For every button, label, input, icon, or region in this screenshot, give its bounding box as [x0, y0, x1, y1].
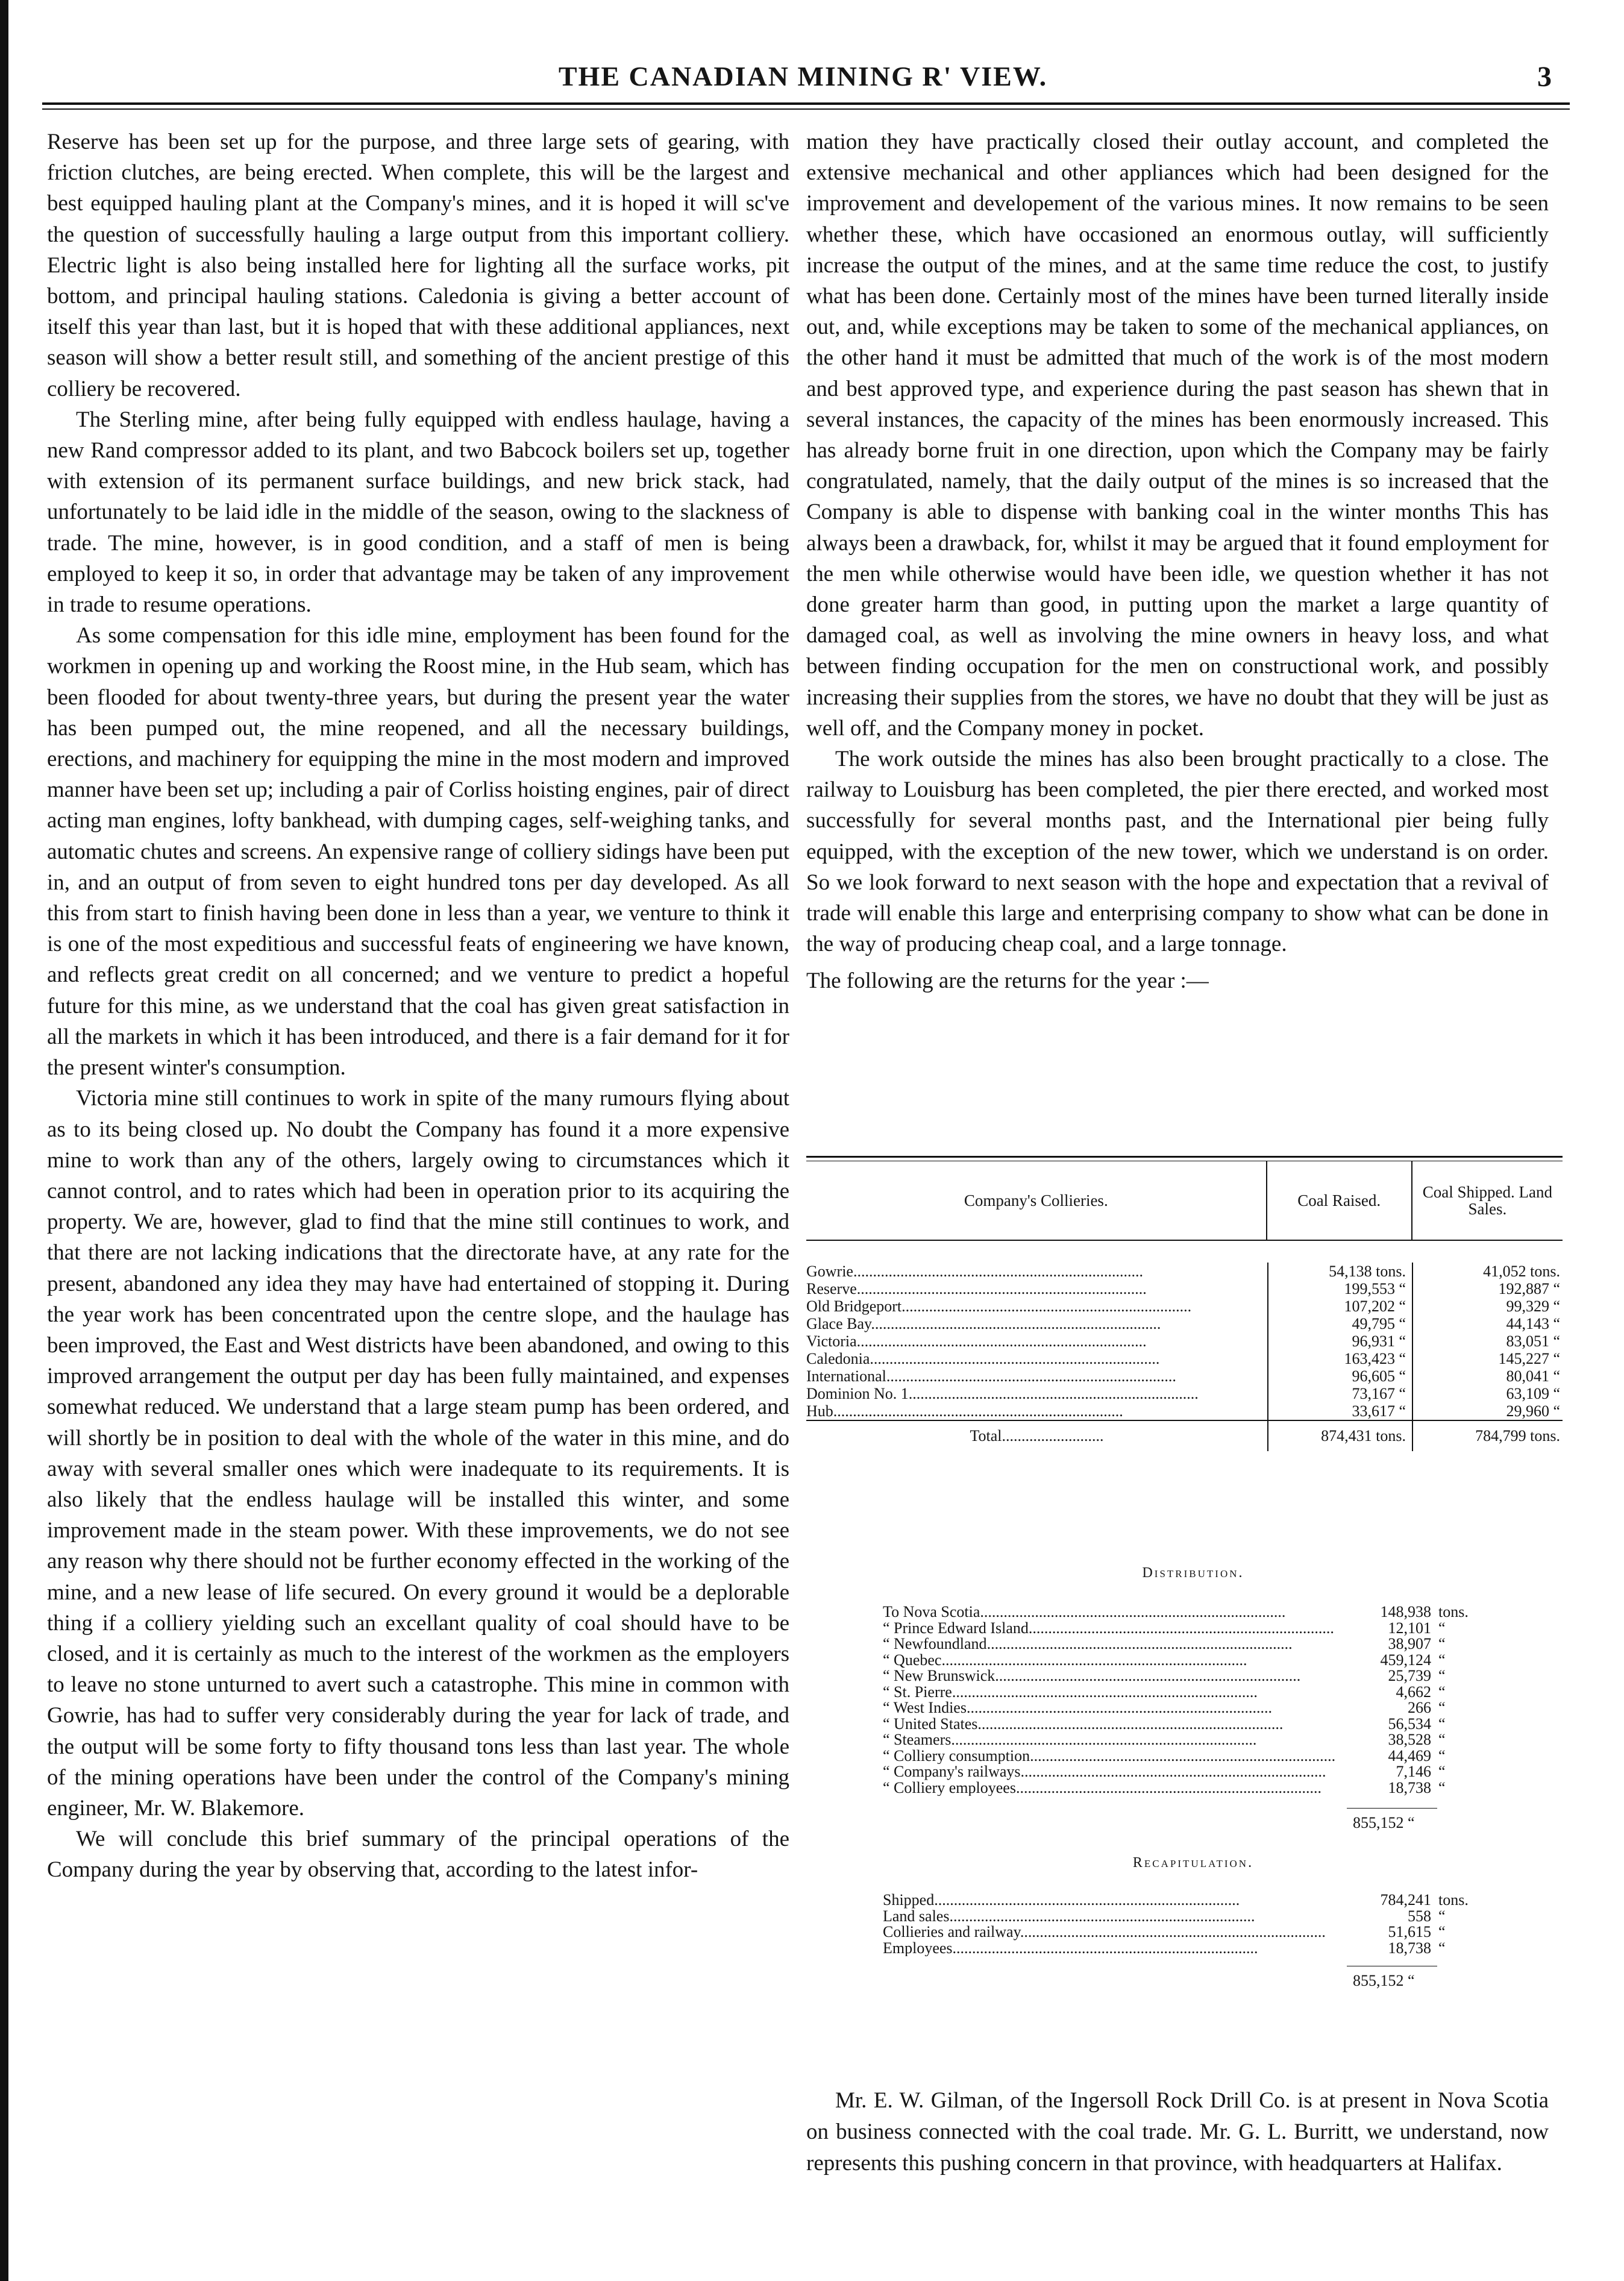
item-label: “ Colliery employees.............................................................................. — [883, 1780, 1321, 1796]
item-label: Employees.............................................................................. — [883, 1940, 1258, 1956]
table-header — [806, 1161, 1563, 1241]
item-value: 44,469 — [1388, 1746, 1431, 1765]
list-item — [883, 1636, 1503, 1652]
item-value: 18,738 — [1388, 1939, 1431, 1957]
item-unit: “ — [1438, 1715, 1446, 1733]
colliery-name: Hub.......................................................................... — [806, 1402, 1123, 1420]
colliery-name: Old Bridgeport.......................................................................... — [806, 1297, 1192, 1315]
journal-title: THE CANADIAN MINING R' VIEW. — [558, 61, 1048, 92]
recapitulation-list — [883, 1892, 1503, 1956]
item-label: “ Quebec.............................................................................. — [883, 1652, 1247, 1668]
left-column — [47, 127, 789, 1886]
notice-text: Mr. E. W. Gilman, of the Ingersoll Rock Drill Co. is at present in Nova Scotia on business connected with the coal trade. Mr. G. L. Burritt, we understand, now represents this pushing concern in that province, with headquarters at Halifax. — [806, 2088, 1549, 2176]
notice — [806, 2085, 1549, 2179]
distribution-list — [883, 1604, 1503, 1796]
item-unit: tons. — [1438, 1603, 1469, 1621]
column-raised — [1267, 1263, 1412, 1420]
coal-raised-value: 163,423 “ — [1344, 1350, 1406, 1367]
item-value: 558 — [1408, 1907, 1431, 1925]
list-item — [883, 1700, 1503, 1716]
item-unit: “ — [1438, 1923, 1446, 1941]
distribution-total: 855,152 “ — [1353, 1814, 1415, 1831]
item-label: Shipped.............................................................................. — [883, 1892, 1240, 1909]
table-rule — [806, 1156, 1563, 1158]
list-item — [883, 1909, 1503, 1925]
item-label: “ West Indies.............................................................................. — [883, 1700, 1272, 1716]
item-label: “ Prince Edward Island.............................................................................. — [883, 1620, 1334, 1636]
list-item — [883, 1924, 1503, 1941]
coal-raised-value: 96,605 “ — [1352, 1367, 1406, 1385]
list-item — [883, 1780, 1503, 1796]
item-label: “ New Brunswick.............................................................................. — [883, 1668, 1301, 1684]
column-names — [806, 1263, 1267, 1420]
coal-shipped-value: 83,051 “ — [1506, 1332, 1560, 1350]
coal-shipped-value: 80,041 “ — [1506, 1367, 1560, 1385]
item-value: 12,101 — [1388, 1619, 1431, 1637]
colliery-name: Victoria.......................................................................... — [806, 1332, 1147, 1350]
item-value: 784,241 — [1380, 1891, 1431, 1909]
page-number: 3 — [1537, 61, 1552, 93]
item-unit: “ — [1438, 1746, 1446, 1765]
item-label: Land sales.............................................................................. — [883, 1908, 1255, 1924]
paragraph: Reserve has been set up for the purpose, and three large sets of gearing, with friction clutches, are being erected. When complete, this will be the largest and best equipped hauling plant at the Company's mines, and it is hoped it will sc've the question of successfully hauling a large output from this important colliery. Electric light is also being installed here for lighting all the surface works, pit bottom, and principal hauling stations. Caledonia is giving a better account of itself this year than last, but it is hoped that with these additional appliances, next season will show a better result still, and something of the ancient prestige of this colliery be recovered. — [47, 130, 789, 401]
table-body — [806, 1241, 1563, 1420]
list-item — [883, 1716, 1503, 1733]
header-rule-thick — [42, 102, 1570, 105]
item-unit: “ — [1438, 1763, 1446, 1780]
table-total-row — [806, 1420, 1563, 1451]
paragraph: We will conclude this brief summary of the principal operations of the Company during the year by observing that, according to the latest infor- — [47, 1827, 789, 1883]
item-value: 7,146 — [1396, 1763, 1431, 1780]
list-item — [883, 1941, 1503, 1957]
list-item — [883, 1668, 1503, 1684]
item-unit: “ — [1438, 1683, 1446, 1701]
item-unit: “ — [1438, 1731, 1446, 1748]
item-value: 38,907 — [1388, 1635, 1431, 1652]
item-unit: “ — [1438, 1667, 1446, 1684]
item-label: “ Steamers.............................................................................. — [883, 1732, 1257, 1748]
right-column — [806, 127, 1549, 997]
coal-shipped-value: 192,887 “ — [1498, 1280, 1560, 1297]
page-edge-bar — [0, 0, 8, 2281]
item-unit: “ — [1438, 1778, 1446, 1796]
item-value: 18,738 — [1388, 1778, 1431, 1796]
total-raised: 874,431 tons. — [1267, 1421, 1412, 1451]
item-value: 25,739 — [1388, 1667, 1431, 1684]
coal-shipped-value: 29,960 “ — [1506, 1402, 1560, 1420]
item-unit: “ — [1438, 1651, 1446, 1669]
header-coal-shipped: Coal Shipped. Land Sales. — [1411, 1161, 1563, 1240]
coal-raised-value: 107,202 “ — [1344, 1297, 1406, 1315]
item-unit: tons. — [1438, 1891, 1469, 1909]
collieries-table — [806, 1156, 1563, 1451]
item-value: 148,938 — [1380, 1603, 1431, 1621]
coal-raised-value: 49,795 “ — [1352, 1315, 1406, 1332]
item-value: 38,528 — [1388, 1731, 1431, 1748]
item-label: “ St. Pierre.............................................................................. — [883, 1684, 1258, 1700]
coal-shipped-value: 63,109 “ — [1506, 1385, 1560, 1402]
coal-shipped-value: 145,227 “ — [1498, 1350, 1560, 1367]
paragraph: Victoria mine still continues to work in spite of the many rumours flying about as to its being closed up. No doubt the Company has found it a more expensive mine to work than any of the others, largely owing to circumstances which it cannot control, and to rates which had been in operation prior to its acquiring the property. We are, however, glad to find that the mine still continues to work, and that there are not lacking indications that the directorate have, at any rate for the present, abandoned any idea they may have had entertained of stopping it. During the year work has been concentrated upon the centre slope, and the haulage has been improved, the East and West districts have been abandoned, and owing to this improved arrangement the output per day has been fully maintained, and expenses somewhat reduced. We understand that a large steam pump has been ordered, and will shortly be in position to deal with the whole of the water in this mine, and do away with several smaller ones which were inadequate to its requirements. It is also likely that the endless haulage will be installed this winter, and some improvement made in the steam power. With these improvements, we do not see any reason why there should not be further economy effected in the working of the mine, and a new lease of life secured. On every ground it would be a deplorable thing if a colliery yielding such an excellant quality of coal should have to be closed, and it is certainly as much to the interest of the workmen as the employers to leave no stone unturned to avert such a catastrophe. This mine in common with Gowrie, has had to suffer very considerably during the year for lack of trade, and the output will be some forty to fifty thousand tons less than last year. The whole of the mining operations have been under the control of the Company's mining engineer, Mr. W. Blakemore. — [47, 1086, 789, 1821]
item-unit: “ — [1438, 1939, 1446, 1957]
item-unit: “ — [1438, 1635, 1446, 1652]
total-shipped: 784,799 tons. — [1412, 1421, 1563, 1451]
coal-shipped-value: 99,329 “ — [1506, 1297, 1560, 1315]
item-value: 51,615 — [1388, 1923, 1431, 1941]
recapitulation-total: 855,152 “ — [1353, 1972, 1415, 1989]
list-item — [883, 1604, 1503, 1621]
item-value: 4,662 — [1396, 1683, 1431, 1701]
item-value: 266 — [1408, 1699, 1431, 1716]
colliery-name: Caledonia.......................................................................... — [806, 1350, 1160, 1367]
coal-raised-value: 33,617 “ — [1352, 1402, 1406, 1420]
colliery-name: Gowrie.......................................................................... — [806, 1263, 1143, 1280]
list-item — [883, 1684, 1503, 1701]
coal-raised-value: 199,553 “ — [1344, 1280, 1406, 1297]
list-item — [883, 1764, 1503, 1780]
paragraph: As some compensation for this idle mine, employment has been found for the workmen in opening up and working the Roost mine, in the Hub seam, which has been flooded for about twenty-three years, but during the present year the water has been pumped out, the mine reopened, and all the necessary buildings, erections, and machinery for equipping the mine in the most modern and improved manner have been set up; including a pair of Corliss hoisting engines, pair of direct acting man engines, lofty bankhead, with dumping cages, self-weighing tanks, and automatic chutes and screens. An expensive range of colliery sidings have been put in, and an output of from seven to eight hundred tons per day developed. As all this from start to finish having been done in less than a year, we venture to think it is one of the most expeditious and successful feats of engineering we have known, and reflects great credit on all concerned; and we venture to predict a hopeful future for this mine, as we understand that the coal has given great satisfaction in all the markets in which it has been introduced, and there is a fair demand for it for the present winter's consumption. — [47, 623, 789, 1081]
item-label: “ United States.............................................................................. — [883, 1716, 1284, 1732]
item-label: “ Company's railways.............................................................................. — [883, 1764, 1326, 1780]
item-unit: “ — [1438, 1619, 1446, 1637]
header-coal-raised: Coal Raised. — [1266, 1161, 1411, 1240]
list-item — [883, 1621, 1503, 1637]
paragraph: mation they have practically closed their outlay account, and completed the extensive mechanical and other appliances which had been designed for the improvement and developement of the various mines. It now remains to be seen whether these, which have occasioned an enormous outlay, will sufficiently increase the output of the mines, and at the same time reduce the cost, to justify what has been done. Certainly most of the mines have been turned literally inside out, and, while exceptions may be taken to some of the mechanical appliances, on the other hand it must be admitted that much of the work is of the most modern and best approved type, and experience during the past season has shewn that in several instances, the capacity of the mines has been enormously increased. This has already borne fruit in one direction, upon which the Company may be fairly congratulated, namely, that the daily output of the mines is so increased that the Company is able to dispense with banking coal in the winter months This has always been a drawback, for, whilst it may be argued that it found employment for the men while otherwise would have been idle, we question whether it has not done greater harm than good, in putting upon the market a large quantity of damaged coal, as well as involving the mine owners in heavy loss, and what between finding occupation for the men on constructional work, and possibly increasing their supplies from the stores, we have no doubt that they will be just as well off, and the Company money in pocket. — [806, 130, 1549, 741]
coal-shipped-value: 41,052 tons. — [1483, 1263, 1560, 1280]
paragraph: The work outside the mines has also been brought practically to a close. The railway to Louisburg has been completed, the pier there erected, and worked most successfully for several months past, and the International pier being fully equipped, with the exception of the new tower, which we understand is on order. So we look forward to next season with the hope and expectation that a revival of trade will enable this large and enterprising company to show what can be done in the way of producing cheap coal, and a large tonnage. — [806, 747, 1549, 957]
list-item — [883, 1732, 1503, 1748]
colliery-name: Reserve.......................................................................... — [806, 1280, 1147, 1297]
coal-raised-value: 73,167 “ — [1352, 1385, 1406, 1402]
coal-shipped-value: 44,143 “ — [1506, 1315, 1560, 1332]
item-label: Collieries and railway.............................................................................. — [883, 1924, 1326, 1941]
item-unit: “ — [1438, 1907, 1446, 1925]
sum-rule — [1347, 1808, 1437, 1809]
item-label: To Nova Scotia.............................................................................. — [883, 1604, 1286, 1621]
column-shipped — [1412, 1263, 1563, 1420]
distribution-title: Distribution. — [1142, 1565, 1244, 1581]
item-value: 56,534 — [1388, 1715, 1431, 1733]
page-header — [42, 36, 1564, 96]
item-label: “ Newfoundland.............................................................................. — [883, 1636, 1293, 1652]
recapitulation-title: Recapitulation. — [1132, 1855, 1254, 1871]
list-item — [883, 1748, 1503, 1765]
colliery-name: International.......................................................................... — [806, 1367, 1176, 1385]
colliery-name: Glace Bay.......................................................................... — [806, 1315, 1161, 1332]
coal-raised-value: 96,931 “ — [1352, 1332, 1406, 1350]
colliery-name: Dominion No. 1.......................................................................... — [806, 1385, 1199, 1402]
header-collieries: Company's Collieries. — [964, 1191, 1108, 1210]
item-value: 459,124 — [1380, 1651, 1431, 1669]
list-item — [883, 1652, 1503, 1669]
coal-raised-value: 54,138 tons. — [1329, 1263, 1406, 1280]
paragraph: The Sterling mine, after being fully equipped with endless haulage, having a new Rand compressor added to its plant, and two Babcock boilers set up, together with extension of its permanent surface buildings, and new brick stack, had unfortunately to be laid idle in the middle of the season, owing to the slackness of trade. The mine, however, is in good condition, and a staff of men is being employed to keep it so, in order that advantage may be taken of any improvement in trade to resume operations. — [47, 407, 789, 618]
item-unit: “ — [1438, 1699, 1446, 1716]
table-intro: The following are the returns for the year :— — [806, 968, 1209, 994]
total-label: Total.......................... — [970, 1427, 1104, 1445]
header-rule-thin — [42, 108, 1570, 110]
item-label: “ Colliery consumption.............................................................................. — [883, 1748, 1336, 1764]
list-item — [883, 1892, 1503, 1909]
